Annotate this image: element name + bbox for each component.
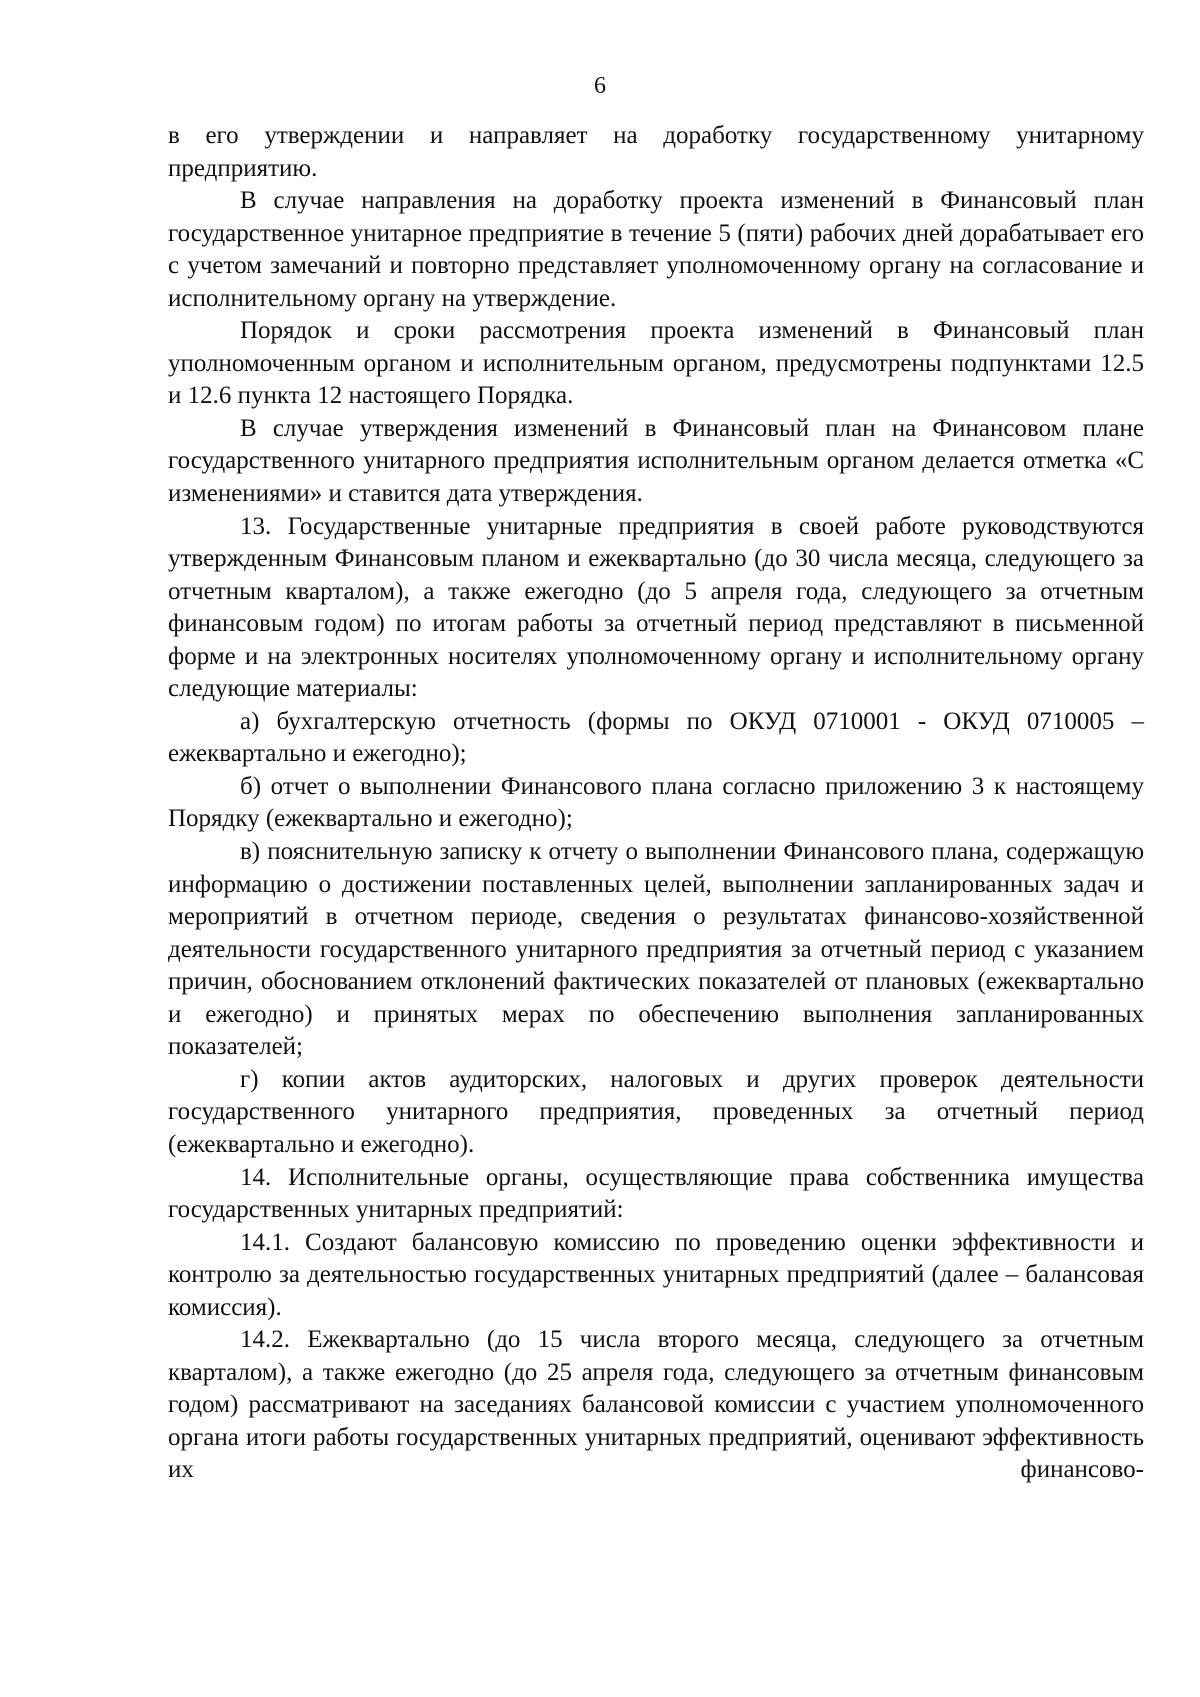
- paragraph-item-14: 14. Исполнительные органы, осуществляющие права собственника имущества государственных унитарных предприятий:: [168, 1163, 1144, 1224]
- paragraph-item-13-g: г) копии актов аудиторских, налоговых и других проверок деятельности государственного унитарного предприятия, проведенных за отчетный период (ежеквартально и ежегодно).: [168, 1065, 1144, 1158]
- paragraph-item-14-2: 14.2. Ежеквартально (до 15 числа второго месяца, следующего за отчетным кварталом), а также ежегодно (до 25 апреля года, следующего за отчетным финансовым годом) рассматривают на заседаниях балансовой комиссии с участием уполномоченного органа итоги работы государственных унитарных предприятий, оценивают эффективность их финансово-: [168, 1326, 1144, 1484]
- paragraph-item-13-a: а) бухгалтерскую отчетность (формы по ОКУД 0710001 - ОКУД 0710005 – ежеквартально и ежегодно);: [168, 707, 1144, 768]
- paragraph-approval-mark: В случае утверждения изменений в Финансовый план на Финансовом плане государственного унитарного предприятия исполнительным органом делается отметка «С изменениями» и ставится дата утверждения.: [168, 414, 1144, 508]
- document-body: [168, 120, 1144, 1487]
- paragraph-item-14-1: 14.1. Создают балансовую комиссию по проведению оценки эффективности и контролю за деятельностью государственных унитарных предприятий (далее – балансовая комиссия).: [168, 1228, 1144, 1321]
- paragraph-continuation: в его утверждении и направляет на доработку государственному унитарному предприятию.: [168, 122, 1144, 182]
- paragraph-review-terms: Порядок и сроки рассмотрения проекта изменений в Финансовый план уполномоченным органом и исполнительным органом, предусмотрены подпунктами 12.5 и 12.6 пункта 12 настоящего Порядка.: [168, 317, 1144, 410]
- paragraph-item-13-v: в) пояснительную записку к отчету о выполнении Финансового плана, содержащую информацию о достижении поставленных целей, выполнении запланированных задач и мероприятий в отчетном периоде, сведения о результатах финансово-хозяйственной деятельности государственного унитарного предприятия за отчетный период с указанием причин, обоснованием отклонений фактических показателей от плановых (ежеквартально и ежегодно) и принятых мерах по обеспечению выполнения запланированных показателей;: [168, 838, 1144, 1061]
- paragraph-revision-procedure: В случае направления на доработку проекта изменений в Финансовый план государственное унитарное предприятие в течение 5 (пяти) рабочих дней дорабатывает его с учетом замечаний и повторно представляет уполномоченному органу на согласование и исполнительному органу на утверждение.: [168, 187, 1144, 312]
- paragraph-item-13: 13. Государственные унитарные предприятия в своей работе руководствуются утвержденным Финансовым планом и ежеквартально (до 30 числа месяца, следующего за отчетным кварталом), а также ежегодно (до 5 апреля года, следующего за отчетным финансовым годом) по итогам работы за отчетный период представляют в письменной форме и на электронных носителях уполномоченному органу и исполнительному органу следующие материалы:: [168, 512, 1144, 703]
- paragraph-item-13-b: б) отчет о выполнении Финансового плана согласно приложению 3 к настоящему Порядку (ежеквартально и ежегодно);: [168, 772, 1144, 833]
- page-number: 6: [594, 73, 606, 99]
